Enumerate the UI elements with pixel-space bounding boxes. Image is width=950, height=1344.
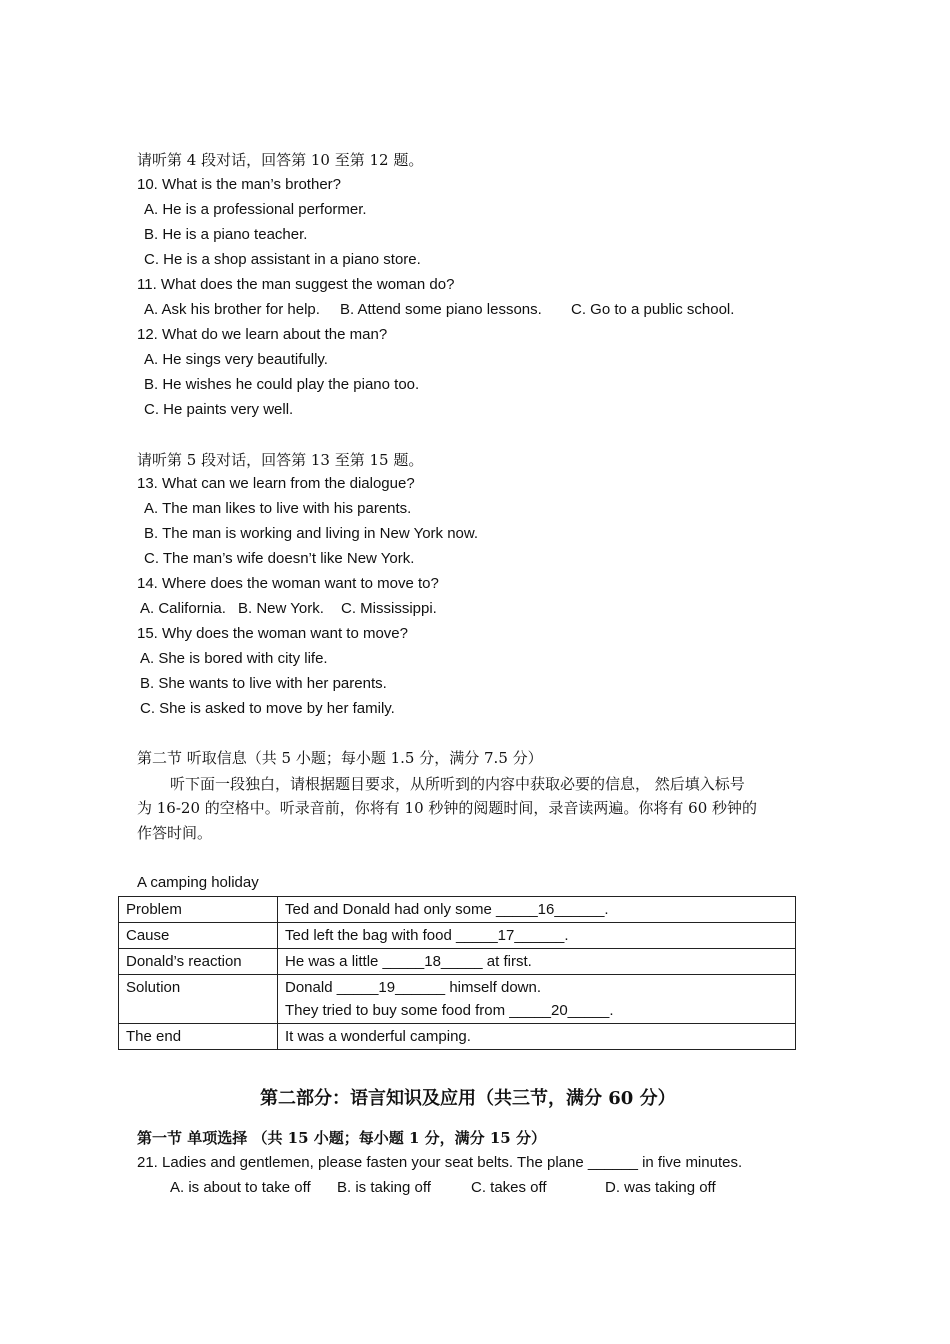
table-row xyxy=(119,975,796,1024)
q13-option-a: A. The man likes to live with his parents. xyxy=(144,500,412,517)
table-row xyxy=(119,923,796,949)
q12-option-a: A. He sings very beautifully. xyxy=(144,351,328,368)
table-title: A camping holiday xyxy=(137,874,259,891)
q10-option-b: B. He is a piano teacher. xyxy=(144,226,308,243)
section-5-header: 请听第 5 段对话，回答第 13 至第 15 题。 xyxy=(137,451,424,469)
q14-option-a: A. California. xyxy=(140,600,226,617)
question-15: 15. Why does the woman want to move? xyxy=(137,625,408,642)
row-text: It was a wonderful camping. xyxy=(278,1024,796,1050)
q12-option-b: B. He wishes he could play the piano too. xyxy=(144,376,420,393)
row-label: Solution xyxy=(119,975,278,1024)
table-row xyxy=(119,949,796,975)
camping-info-table xyxy=(118,896,796,1050)
q10-option-c: C. He is a shop assistant in a piano store. xyxy=(144,251,421,268)
row-label: Donald’s reaction xyxy=(119,949,278,975)
q10-option-a: A. He is a professional performer. xyxy=(144,201,367,218)
row-label: The end xyxy=(119,1024,278,1050)
row-text: He was a little _____18_____ at first. xyxy=(278,949,796,975)
table-row xyxy=(119,897,796,923)
row-text: Ted left the bag with food _____17______. xyxy=(278,923,796,949)
row-text-line-2: They tried to buy some food from _____20_____. xyxy=(285,1002,614,1019)
row-label: Problem xyxy=(119,897,278,923)
row-text: Ted and Donald had only some _____16______. xyxy=(278,897,796,923)
question-11: 11. What does the man suggest the woman do? xyxy=(137,276,455,293)
row-text-line-1: Donald _____19______ himself down. xyxy=(285,979,542,996)
question-13: 13. What can we learn from the dialogue? xyxy=(137,475,415,492)
q11-option-a: A. Ask his brother for help. xyxy=(144,301,320,318)
q13-option-c: C. The man’s wife doesn’t like New York. xyxy=(144,550,415,567)
q15-option-b: B. She wants to live with her parents. xyxy=(140,675,387,692)
question-12: 12. What do we learn about the man? xyxy=(137,326,388,343)
row-text-multi xyxy=(278,975,796,1024)
part-two-title: 第二部分：语言知识及应用（共三节，满分 60 分） xyxy=(260,1088,676,1109)
question-10: 10. What is the man’s brother? xyxy=(137,176,341,193)
part2-instruction-line-1: 听下面一段独白，请根据题目要求，从所听到的内容中获取必要的信息， 然后填入标号 xyxy=(170,775,745,793)
q11-option-c: C. Go to a public school. xyxy=(571,301,735,318)
part2-header: 第二节 听取信息（共 5 小题；每小题 1.5 分，满分 7.5 分） xyxy=(137,749,543,767)
section-1-subtitle: 第一节 单项选择 （共 15 小题；每小题 1 分，满分 15 分） xyxy=(137,1129,546,1147)
q15-option-c: C. She is asked to move by her family. xyxy=(140,700,395,717)
q21-option-d: D. was taking off xyxy=(605,1179,716,1196)
q21-option-a: A. is about to take off xyxy=(170,1179,311,1196)
q21-option-c: C. takes off xyxy=(471,1179,547,1196)
question-21: 21. Ladies and gentlemen, please fasten your seat belts. The plane ______ in five minutes. xyxy=(137,1154,743,1171)
table-row xyxy=(119,1024,796,1050)
q14-option-c: C. Mississippi. xyxy=(341,600,437,617)
q12-option-c: C. He paints very well. xyxy=(144,401,294,418)
row-label: Cause xyxy=(119,923,278,949)
section-4-header: 请听第 4 段对话，回答第 10 至第 12 题。 xyxy=(137,151,424,169)
q14-option-b: B. New York. xyxy=(238,600,324,617)
q21-option-b: B. is taking off xyxy=(337,1179,431,1196)
question-14: 14. Where does the woman want to move to? xyxy=(137,575,439,592)
q13-option-b: B. The man is working and living in New York now. xyxy=(144,525,479,542)
q11-option-b: B. Attend some piano lessons. xyxy=(340,301,542,318)
part2-instruction-line-3: 作答时间。 xyxy=(137,824,213,842)
q15-option-a: A. She is bored with city life. xyxy=(140,650,328,667)
part2-instruction-line-2: 为 16-20 的空格中。听录音前，你将有 10 秒钟的阅题时间，录音读两遍。你将有 60 秒钟的 xyxy=(137,799,758,817)
